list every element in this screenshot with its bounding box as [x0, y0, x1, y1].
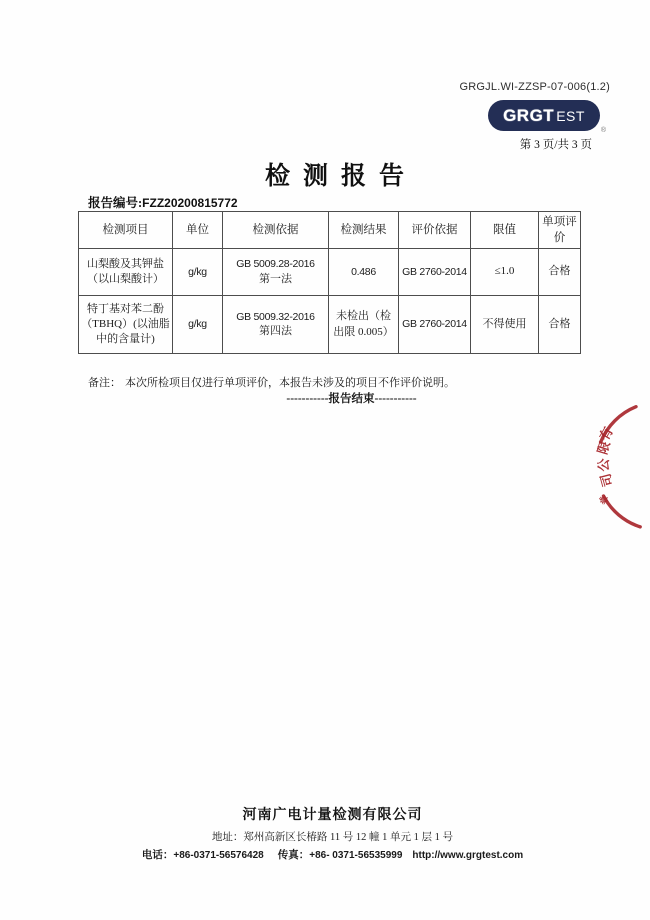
cell-test-result: 0.486: [329, 249, 399, 296]
method-name: 第一法: [259, 272, 292, 285]
cell-test-item: 山梨酸及其钾盐（以山梨酸计）: [79, 249, 173, 296]
phone-label: 电话：: [141, 850, 174, 861]
cell-test-method: [223, 249, 329, 296]
cell-test-item: 特丁基对苯二酚（TBHQ）(以油脂中的含量计): [79, 296, 173, 354]
cell-limit: 不得使用: [471, 296, 539, 354]
method-standard: GB 5009.28-2016: [236, 258, 315, 271]
stamp-character: 司: [597, 471, 616, 489]
remark-text: 本次所检项目仅进行单项评价，本报告未涉及的项目不作评价说明。: [125, 377, 455, 389]
table-row: [79, 249, 581, 296]
logo-text-secondary: EST: [556, 107, 585, 124]
cell-limit: ≤1.0: [471, 249, 539, 296]
company-seal-stamp: [580, 386, 650, 546]
phone-number: +86-0371-56576428: [173, 850, 264, 861]
stamp-character-suffix: 章: [597, 493, 611, 506]
logo-text-primary: GRGT: [503, 105, 555, 125]
fax-label: 传真：: [277, 850, 310, 861]
report-end-marker: -----------报告结束-----------: [286, 393, 417, 405]
report-number-line: [88, 193, 238, 211]
stamp-character: 有: [596, 424, 616, 444]
header-unit: 单位: [173, 212, 223, 249]
header-single-verdict: 单项评价: [539, 212, 581, 249]
cell-test-method: [223, 296, 329, 354]
document-code: GRGJL.WI-ZZSP-07-006(1.2): [459, 81, 610, 93]
remark-label: 备注：: [88, 377, 121, 389]
report-title: 检测报告: [264, 163, 417, 190]
report-number-value: FZZ20200815772: [142, 196, 238, 210]
registered-trademark-icon: ®: [600, 127, 606, 134]
cell-unit: g/kg: [173, 249, 223, 296]
footer-company-name: 河南广电计量检测有限公司: [242, 808, 423, 823]
stamp-character: 限: [594, 439, 613, 457]
footer-website: http://www.grgtest.com: [412, 850, 524, 861]
header-evaluation-basis: 评价依据: [399, 212, 471, 249]
method-standard: GB 5009.32-2016: [236, 310, 315, 323]
table-row: [79, 296, 581, 354]
header-limit: 限值: [471, 212, 539, 249]
method-name: 第四法: [259, 325, 292, 338]
page-number-indicator: 第 3 页/共 3 页: [519, 139, 592, 151]
stamp-character: 公: [596, 458, 611, 472]
header-test-item: 检测项目: [79, 212, 173, 249]
cell-verdict: 合格: [539, 296, 581, 354]
footer-contact-line: [0, 847, 650, 862]
table-header-row: [79, 212, 581, 249]
cell-evaluation-basis: GB 2760-2014: [399, 296, 471, 354]
cell-verdict: 合格: [539, 249, 581, 296]
cell-unit: g/kg: [173, 296, 223, 354]
fax-number: +86- 0371-56535999: [309, 850, 403, 861]
footer-address: 地址：郑州高新区长椿路 11 号 12 幢 1 单元 1 层 1 号: [211, 832, 454, 843]
remark-line: [88, 374, 455, 390]
test-results-table: [78, 211, 580, 354]
cell-evaluation-basis: GB 2760-2014: [399, 249, 471, 296]
report-number-label: 报告编号:: [88, 196, 143, 210]
header-test-method: 检测依据: [223, 212, 329, 249]
cell-test-result: 未检出（检出限 0.005）: [329, 296, 399, 354]
grgtest-logo: [488, 100, 600, 131]
header-test-result: 检测结果: [329, 212, 399, 249]
